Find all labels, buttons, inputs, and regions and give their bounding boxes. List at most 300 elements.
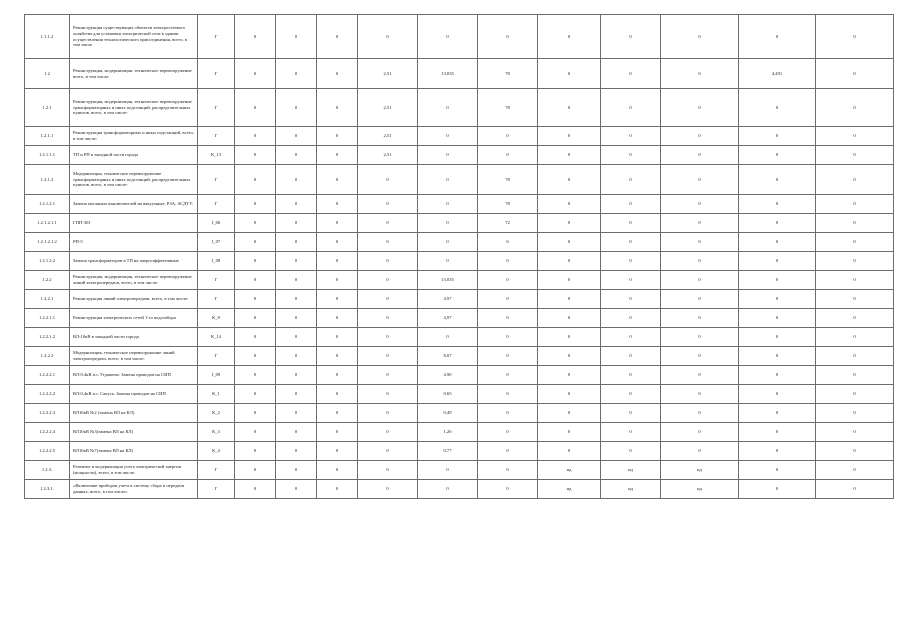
row-id-cell: Г bbox=[198, 195, 235, 214]
value-cell: 0 bbox=[601, 309, 661, 328]
value-cell: 0 bbox=[538, 252, 601, 271]
value-cell: 0 bbox=[739, 480, 816, 499]
value-cell: 0 bbox=[601, 195, 661, 214]
value-cell: 72 bbox=[478, 214, 538, 233]
value-cell: 0 bbox=[235, 127, 276, 146]
value-cell: 0 bbox=[317, 366, 358, 385]
row-name-cell: ВЛ-0,4кВ п.г. Сапусь. Замена проводов на СИП bbox=[70, 385, 198, 404]
value-cell: нд bbox=[601, 461, 661, 480]
value-cell: 0 bbox=[739, 195, 816, 214]
value-cell: 0 bbox=[538, 309, 601, 328]
row-id-cell: Г bbox=[198, 271, 235, 290]
value-cell: 0 bbox=[739, 423, 816, 442]
table-row bbox=[25, 347, 894, 366]
value-cell: 0 bbox=[276, 480, 317, 499]
value-cell: 0 bbox=[235, 233, 276, 252]
row-id-cell: I_06 bbox=[198, 214, 235, 233]
value-cell: 0 bbox=[739, 404, 816, 423]
row-id-cell: Г bbox=[198, 480, 235, 499]
row-code-cell: 1.2.2.1 bbox=[25, 290, 70, 309]
value-cell: 0 bbox=[601, 290, 661, 309]
row-code-cell: 1.2.1.2 bbox=[25, 165, 70, 195]
value-cell: 0 bbox=[478, 271, 538, 290]
value-cell: 0 bbox=[739, 385, 816, 404]
value-cell: 0 bbox=[276, 347, 317, 366]
value-cell: 0 bbox=[317, 214, 358, 233]
value-cell: 0 bbox=[418, 195, 478, 214]
value-cell: 4,491 bbox=[739, 59, 816, 89]
value-cell: 0 bbox=[235, 442, 276, 461]
value-cell: 0 bbox=[276, 442, 317, 461]
table-row bbox=[25, 165, 894, 195]
value-cell: 0 bbox=[276, 404, 317, 423]
value-cell: 0 bbox=[816, 461, 894, 480]
value-cell: 0 bbox=[317, 165, 358, 195]
row-name-cell: Модернизация, техническое перевооружение трансформаторных и иных подстанций, распределительных пунктов, всего, в том числе: bbox=[70, 165, 198, 195]
value-cell: 2,51 bbox=[358, 146, 418, 165]
value-cell: 0 bbox=[538, 146, 601, 165]
value-cell: 0 bbox=[661, 309, 739, 328]
value-cell: 0 bbox=[317, 146, 358, 165]
value-cell: 78 bbox=[478, 89, 538, 127]
value-cell: 0 bbox=[317, 15, 358, 59]
row-code-cell: 1.2.3. bbox=[25, 461, 70, 480]
row-name-cell: ВЛ10кВ №7(замена ВЛ на КЛ) bbox=[70, 442, 198, 461]
value-cell: 0 bbox=[276, 423, 317, 442]
row-id-cell: Г bbox=[198, 59, 235, 89]
table-row bbox=[25, 328, 894, 347]
row-code-cell: 1.2.2.2 bbox=[25, 347, 70, 366]
value-cell: 0 bbox=[358, 347, 418, 366]
investment-program-table bbox=[24, 14, 894, 499]
value-cell: 0 bbox=[538, 127, 601, 146]
value-cell: 0 bbox=[661, 127, 739, 146]
table-row bbox=[25, 366, 894, 385]
value-cell: 0 bbox=[478, 366, 538, 385]
row-id-cell: К_13 bbox=[198, 146, 235, 165]
value-cell: 0 bbox=[478, 423, 538, 442]
value-cell: 0 bbox=[418, 15, 478, 59]
value-cell: 0 bbox=[478, 328, 538, 347]
row-code-cell: 1.2.2.1.2 bbox=[25, 328, 70, 347]
value-cell: 0 bbox=[601, 404, 661, 423]
value-cell: 0 bbox=[661, 165, 739, 195]
value-cell: 0 bbox=[601, 15, 661, 59]
value-cell: 0 bbox=[235, 385, 276, 404]
value-cell: 0 bbox=[358, 385, 418, 404]
value-cell: 78 bbox=[478, 59, 538, 89]
table-row bbox=[25, 442, 894, 461]
value-cell: 0 bbox=[739, 233, 816, 252]
row-name-cell: ВЛ10кВ №2 (замена ВЛ на КЛ) bbox=[70, 404, 198, 423]
value-cell: 0 bbox=[418, 480, 478, 499]
row-code-cell: 1.2.2.2.1 bbox=[25, 366, 70, 385]
table-row bbox=[25, 271, 894, 290]
value-cell: 0 bbox=[276, 461, 317, 480]
value-cell: 0 bbox=[478, 146, 538, 165]
value-cell: 0 bbox=[816, 15, 894, 59]
value-cell: 0 bbox=[538, 165, 601, 195]
value-cell: 0 bbox=[601, 442, 661, 461]
row-id-cell: К_3 bbox=[198, 423, 235, 442]
value-cell: 0 bbox=[276, 127, 317, 146]
value-cell: 0 bbox=[661, 290, 739, 309]
value-cell: 4,90 bbox=[418, 366, 478, 385]
value-cell: 0 bbox=[418, 214, 478, 233]
row-code-cell: 1.2.1.1.1 bbox=[25, 146, 70, 165]
value-cell: 0 bbox=[276, 146, 317, 165]
row-id-cell: К_14 bbox=[198, 328, 235, 347]
value-cell: 0 bbox=[276, 252, 317, 271]
value-cell: 4,97 bbox=[418, 309, 478, 328]
row-name-cell: Развитие и модернизация учета электрической энергии (мощности), всего, в том числе: bbox=[70, 461, 198, 480]
value-cell: 0 bbox=[816, 165, 894, 195]
value-cell: 0 bbox=[816, 233, 894, 252]
value-cell: 0 bbox=[358, 195, 418, 214]
value-cell: нд bbox=[601, 480, 661, 499]
value-cell: 0 bbox=[661, 404, 739, 423]
value-cell: 0 bbox=[601, 271, 661, 290]
value-cell: 0 bbox=[235, 461, 276, 480]
value-cell: 0 bbox=[317, 195, 358, 214]
value-cell: 0 bbox=[276, 165, 317, 195]
value-cell: 0 bbox=[478, 404, 538, 423]
value-cell: 0 bbox=[538, 15, 601, 59]
row-id-cell: Г bbox=[198, 290, 235, 309]
row-id-cell: I_09 bbox=[198, 366, 235, 385]
value-cell: 0 bbox=[601, 423, 661, 442]
row-name-cell: ВЛ-10кВ в западной части города bbox=[70, 328, 198, 347]
row-id-cell: К_1 bbox=[198, 385, 235, 404]
value-cell: 0 bbox=[358, 480, 418, 499]
table-row bbox=[25, 423, 894, 442]
value-cell: 13,035 bbox=[418, 59, 478, 89]
table-row bbox=[25, 461, 894, 480]
row-code-cell: 1.2.2.1.1 bbox=[25, 309, 70, 328]
row-name-cell: Реконструкция, модернизация, техническое перевооружение всего, в том числе: bbox=[70, 59, 198, 89]
row-code-cell: 1.2.2.2.5 bbox=[25, 442, 70, 461]
value-cell: 0 bbox=[661, 271, 739, 290]
value-cell: 0 bbox=[538, 214, 601, 233]
value-cell: 0 bbox=[816, 290, 894, 309]
table-row bbox=[25, 89, 894, 127]
value-cell: 0 bbox=[418, 165, 478, 195]
table-row bbox=[25, 252, 894, 271]
value-cell: 0 bbox=[661, 442, 739, 461]
value-cell: 0,49 bbox=[418, 404, 478, 423]
value-cell: 0 bbox=[276, 59, 317, 89]
row-code-cell: 1.2.3.1. bbox=[25, 480, 70, 499]
value-cell: 0 bbox=[317, 127, 358, 146]
value-cell: 0 bbox=[816, 271, 894, 290]
row-name-cell: ГПП-301 bbox=[70, 214, 198, 233]
row-id-cell: Г bbox=[198, 15, 235, 59]
value-cell: 0 bbox=[739, 271, 816, 290]
row-name-cell: ТП и РП в западной части города bbox=[70, 146, 198, 165]
value-cell: 0 bbox=[601, 366, 661, 385]
value-cell: 0 bbox=[601, 89, 661, 127]
value-cell: 0 bbox=[661, 366, 739, 385]
row-id-cell: Г bbox=[198, 89, 235, 127]
table-row bbox=[25, 233, 894, 252]
value-cell: 13,035 bbox=[418, 271, 478, 290]
value-cell: 0 bbox=[276, 328, 317, 347]
table-row bbox=[25, 309, 894, 328]
value-cell: 6 bbox=[478, 233, 538, 252]
value-cell: 0 bbox=[358, 233, 418, 252]
value-cell: 0 bbox=[601, 328, 661, 347]
value-cell: нд bbox=[661, 480, 739, 499]
row-name-cell: РП-5 bbox=[70, 233, 198, 252]
value-cell: 0 bbox=[601, 347, 661, 366]
value-cell: 0 bbox=[816, 89, 894, 127]
value-cell: 0 bbox=[538, 385, 601, 404]
row-code-cell: 1.2.2.2.4 bbox=[25, 423, 70, 442]
value-cell: 0 bbox=[478, 309, 538, 328]
row-code-cell: 1.2.1 bbox=[25, 89, 70, 127]
value-cell: 0 bbox=[601, 146, 661, 165]
table-row bbox=[25, 146, 894, 165]
row-id-cell: Г bbox=[198, 127, 235, 146]
value-cell: 0 bbox=[661, 328, 739, 347]
value-cell: 0 bbox=[235, 59, 276, 89]
row-name-cell: Реконструкция существующих объектов электросетевого хозяйства для установки электрической сети в здании осуществления технологического присоединения, всего, в том числе bbox=[70, 15, 198, 59]
value-cell: 0 bbox=[538, 347, 601, 366]
value-cell: 78 bbox=[478, 165, 538, 195]
row-name-cell: Реконструкция электрических сетей 1-го водозабора bbox=[70, 309, 198, 328]
value-cell: 0,77 bbox=[418, 442, 478, 461]
row-code-cell: 1.2.2.2.3 bbox=[25, 404, 70, 423]
value-cell: 0 bbox=[661, 214, 739, 233]
value-cell: 0 bbox=[601, 252, 661, 271]
value-cell: 0 bbox=[816, 328, 894, 347]
value-cell: 0 bbox=[358, 404, 418, 423]
value-cell: 0 bbox=[478, 252, 538, 271]
row-id-cell: Г bbox=[198, 347, 235, 366]
value-cell: 0 bbox=[358, 366, 418, 385]
value-cell: 0 bbox=[661, 89, 739, 127]
value-cell: 0 bbox=[276, 195, 317, 214]
value-cell: 0 bbox=[317, 423, 358, 442]
table-row bbox=[25, 195, 894, 214]
value-cell: 0 bbox=[317, 442, 358, 461]
row-code-cell: 1.2.1.2.1.1 bbox=[25, 214, 70, 233]
value-cell: 0 bbox=[739, 309, 816, 328]
row-code-cell: 1.2.1.1 bbox=[25, 127, 70, 146]
value-cell: нд bbox=[538, 480, 601, 499]
value-cell: 0 bbox=[478, 385, 538, 404]
value-cell: 0 bbox=[358, 423, 418, 442]
value-cell: 0 bbox=[317, 290, 358, 309]
table-row bbox=[25, 404, 894, 423]
value-cell: 0 bbox=[317, 328, 358, 347]
value-cell: 0 bbox=[317, 233, 358, 252]
value-cell: 0 bbox=[478, 290, 538, 309]
value-cell: 0 bbox=[418, 233, 478, 252]
value-cell: 0 bbox=[358, 165, 418, 195]
value-cell: 0 bbox=[317, 309, 358, 328]
value-cell: 0 bbox=[739, 461, 816, 480]
value-cell: 0 bbox=[661, 423, 739, 442]
table-row bbox=[25, 59, 894, 89]
value-cell: 0 bbox=[317, 347, 358, 366]
value-cell: 0 bbox=[235, 214, 276, 233]
value-cell: 0 bbox=[661, 146, 739, 165]
value-cell: 0 bbox=[276, 385, 317, 404]
value-cell: 0 bbox=[276, 309, 317, 328]
table-row bbox=[25, 385, 894, 404]
value-cell: 0 bbox=[235, 165, 276, 195]
value-cell: 0 bbox=[816, 146, 894, 165]
value-cell: 0 bbox=[276, 290, 317, 309]
row-name-cell: Реконструкция линий электропередачи, всего, в том числе: bbox=[70, 290, 198, 309]
value-cell: 0 bbox=[601, 165, 661, 195]
value-cell: 0 bbox=[276, 214, 317, 233]
value-cell: 2,51 bbox=[358, 59, 418, 89]
value-cell: 0 bbox=[601, 214, 661, 233]
value-cell: 0 bbox=[276, 89, 317, 127]
value-cell: 0 bbox=[235, 252, 276, 271]
value-cell: 0 bbox=[816, 442, 894, 461]
table-row bbox=[25, 214, 894, 233]
value-cell: 0 bbox=[418, 252, 478, 271]
row-name-cell: Модернизация, техническое перевооружение линий электропередачи, всего, в том числе: bbox=[70, 347, 198, 366]
value-cell: 0 bbox=[739, 15, 816, 59]
row-id-cell: Г bbox=[198, 165, 235, 195]
value-cell: 0 bbox=[816, 404, 894, 423]
value-cell: 0 bbox=[418, 127, 478, 146]
value-cell: 78 bbox=[478, 195, 538, 214]
value-cell: 0 bbox=[235, 366, 276, 385]
value-cell: 1,26 bbox=[418, 423, 478, 442]
row-code-cell: 1.2 bbox=[25, 59, 70, 89]
value-cell: 0 bbox=[739, 89, 816, 127]
value-cell: 0 bbox=[739, 290, 816, 309]
value-cell: 0 bbox=[816, 252, 894, 271]
row-id-cell: I_07 bbox=[198, 233, 235, 252]
value-cell: 0 bbox=[816, 423, 894, 442]
value-cell: 0 bbox=[358, 15, 418, 59]
value-cell: 0 bbox=[235, 423, 276, 442]
value-cell: 0 bbox=[317, 271, 358, 290]
value-cell: 0 bbox=[235, 146, 276, 165]
row-code-cell: 1.2.1.2.1 bbox=[25, 195, 70, 214]
value-cell: нд bbox=[661, 461, 739, 480]
value-cell: 0 bbox=[478, 461, 538, 480]
table-row bbox=[25, 127, 894, 146]
value-cell: 0 bbox=[816, 195, 894, 214]
value-cell: 2,51 bbox=[358, 89, 418, 127]
value-cell: 0 bbox=[816, 59, 894, 89]
value-cell: 0 bbox=[661, 15, 739, 59]
value-cell: 0 bbox=[816, 385, 894, 404]
value-cell: 0 bbox=[739, 127, 816, 146]
table-row bbox=[25, 15, 894, 59]
value-cell: 0 bbox=[418, 89, 478, 127]
value-cell: 0 bbox=[358, 271, 418, 290]
value-cell: 0 bbox=[538, 89, 601, 127]
value-cell: 0 bbox=[538, 366, 601, 385]
value-cell: 0 bbox=[538, 423, 601, 442]
value-cell: 0 bbox=[358, 442, 418, 461]
value-cell: 0 bbox=[661, 59, 739, 89]
value-cell: 0 bbox=[317, 252, 358, 271]
value-cell: 0 bbox=[317, 404, 358, 423]
table-row bbox=[25, 480, 894, 499]
value-cell: 0 bbox=[358, 309, 418, 328]
row-id-cell: К_4 bbox=[198, 442, 235, 461]
value-cell: 0 bbox=[538, 195, 601, 214]
value-cell: 0 bbox=[235, 15, 276, 59]
value-cell: 8,07 bbox=[418, 347, 478, 366]
value-cell: 0,65 bbox=[418, 385, 478, 404]
value-cell: 0 bbox=[739, 165, 816, 195]
value-cell: 0 bbox=[418, 461, 478, 480]
row-name-cell: ВЛ-0,4кВ п.г. Угдашево. Замена проводов на СИП bbox=[70, 366, 198, 385]
row-code-cell: 1.1.1.2 bbox=[25, 15, 70, 59]
row-id-cell: К_8 bbox=[198, 309, 235, 328]
row-name-cell: Реконструкция трансформаторных и иных подстанций, всего, в том числе: bbox=[70, 127, 198, 146]
value-cell: 0 bbox=[661, 195, 739, 214]
value-cell: 0 bbox=[478, 15, 538, 59]
value-cell: 0 bbox=[538, 233, 601, 252]
row-name-cell: Замена трансформаторов в ТП на энергоэффективные bbox=[70, 252, 198, 271]
value-cell: 0 bbox=[478, 480, 538, 499]
row-name-cell: Реконструкция, модернизация, техническое перевооружение линий электропередачи, всего, в том числе: bbox=[70, 271, 198, 290]
value-cell: 0 bbox=[816, 480, 894, 499]
value-cell: 0 bbox=[739, 146, 816, 165]
value-cell: 0 bbox=[235, 347, 276, 366]
value-cell: 0 bbox=[235, 404, 276, 423]
value-cell: 0 bbox=[816, 214, 894, 233]
value-cell: 0 bbox=[276, 233, 317, 252]
value-cell: 4,97 bbox=[418, 290, 478, 309]
row-code-cell: 1.2.2 bbox=[25, 271, 70, 290]
value-cell: 0 bbox=[538, 59, 601, 89]
value-cell: 0 bbox=[235, 309, 276, 328]
value-cell: 0 bbox=[358, 214, 418, 233]
value-cell: 0 bbox=[317, 385, 358, 404]
value-cell: 0 bbox=[601, 127, 661, 146]
row-id-cell: Г bbox=[198, 461, 235, 480]
value-cell: 0 bbox=[601, 59, 661, 89]
value-cell: 0 bbox=[235, 328, 276, 347]
value-cell: 0 bbox=[661, 233, 739, 252]
value-cell: 0 bbox=[816, 366, 894, 385]
value-cell: 0 bbox=[235, 195, 276, 214]
table-row bbox=[25, 290, 894, 309]
value-cell: нд bbox=[538, 461, 601, 480]
value-cell: 0 bbox=[739, 366, 816, 385]
value-cell: 0 bbox=[601, 233, 661, 252]
value-cell: 0 bbox=[661, 252, 739, 271]
value-cell: 0 bbox=[816, 309, 894, 328]
value-cell: 0 bbox=[358, 290, 418, 309]
row-name-cell: ВЛ10кВ №3(замена ВЛ на КЛ) bbox=[70, 423, 198, 442]
value-cell: 0 bbox=[816, 127, 894, 146]
value-cell: 0 bbox=[418, 328, 478, 347]
value-cell: 0 bbox=[418, 146, 478, 165]
row-id-cell: I_08 bbox=[198, 252, 235, 271]
value-cell: 0 bbox=[661, 347, 739, 366]
value-cell: 0 bbox=[358, 252, 418, 271]
value-cell: 0 bbox=[739, 214, 816, 233]
value-cell: 0 bbox=[317, 480, 358, 499]
value-cell: 0 bbox=[235, 290, 276, 309]
value-cell: 0 bbox=[235, 480, 276, 499]
value-cell: 0 bbox=[276, 366, 317, 385]
value-cell: 0 bbox=[478, 127, 538, 146]
